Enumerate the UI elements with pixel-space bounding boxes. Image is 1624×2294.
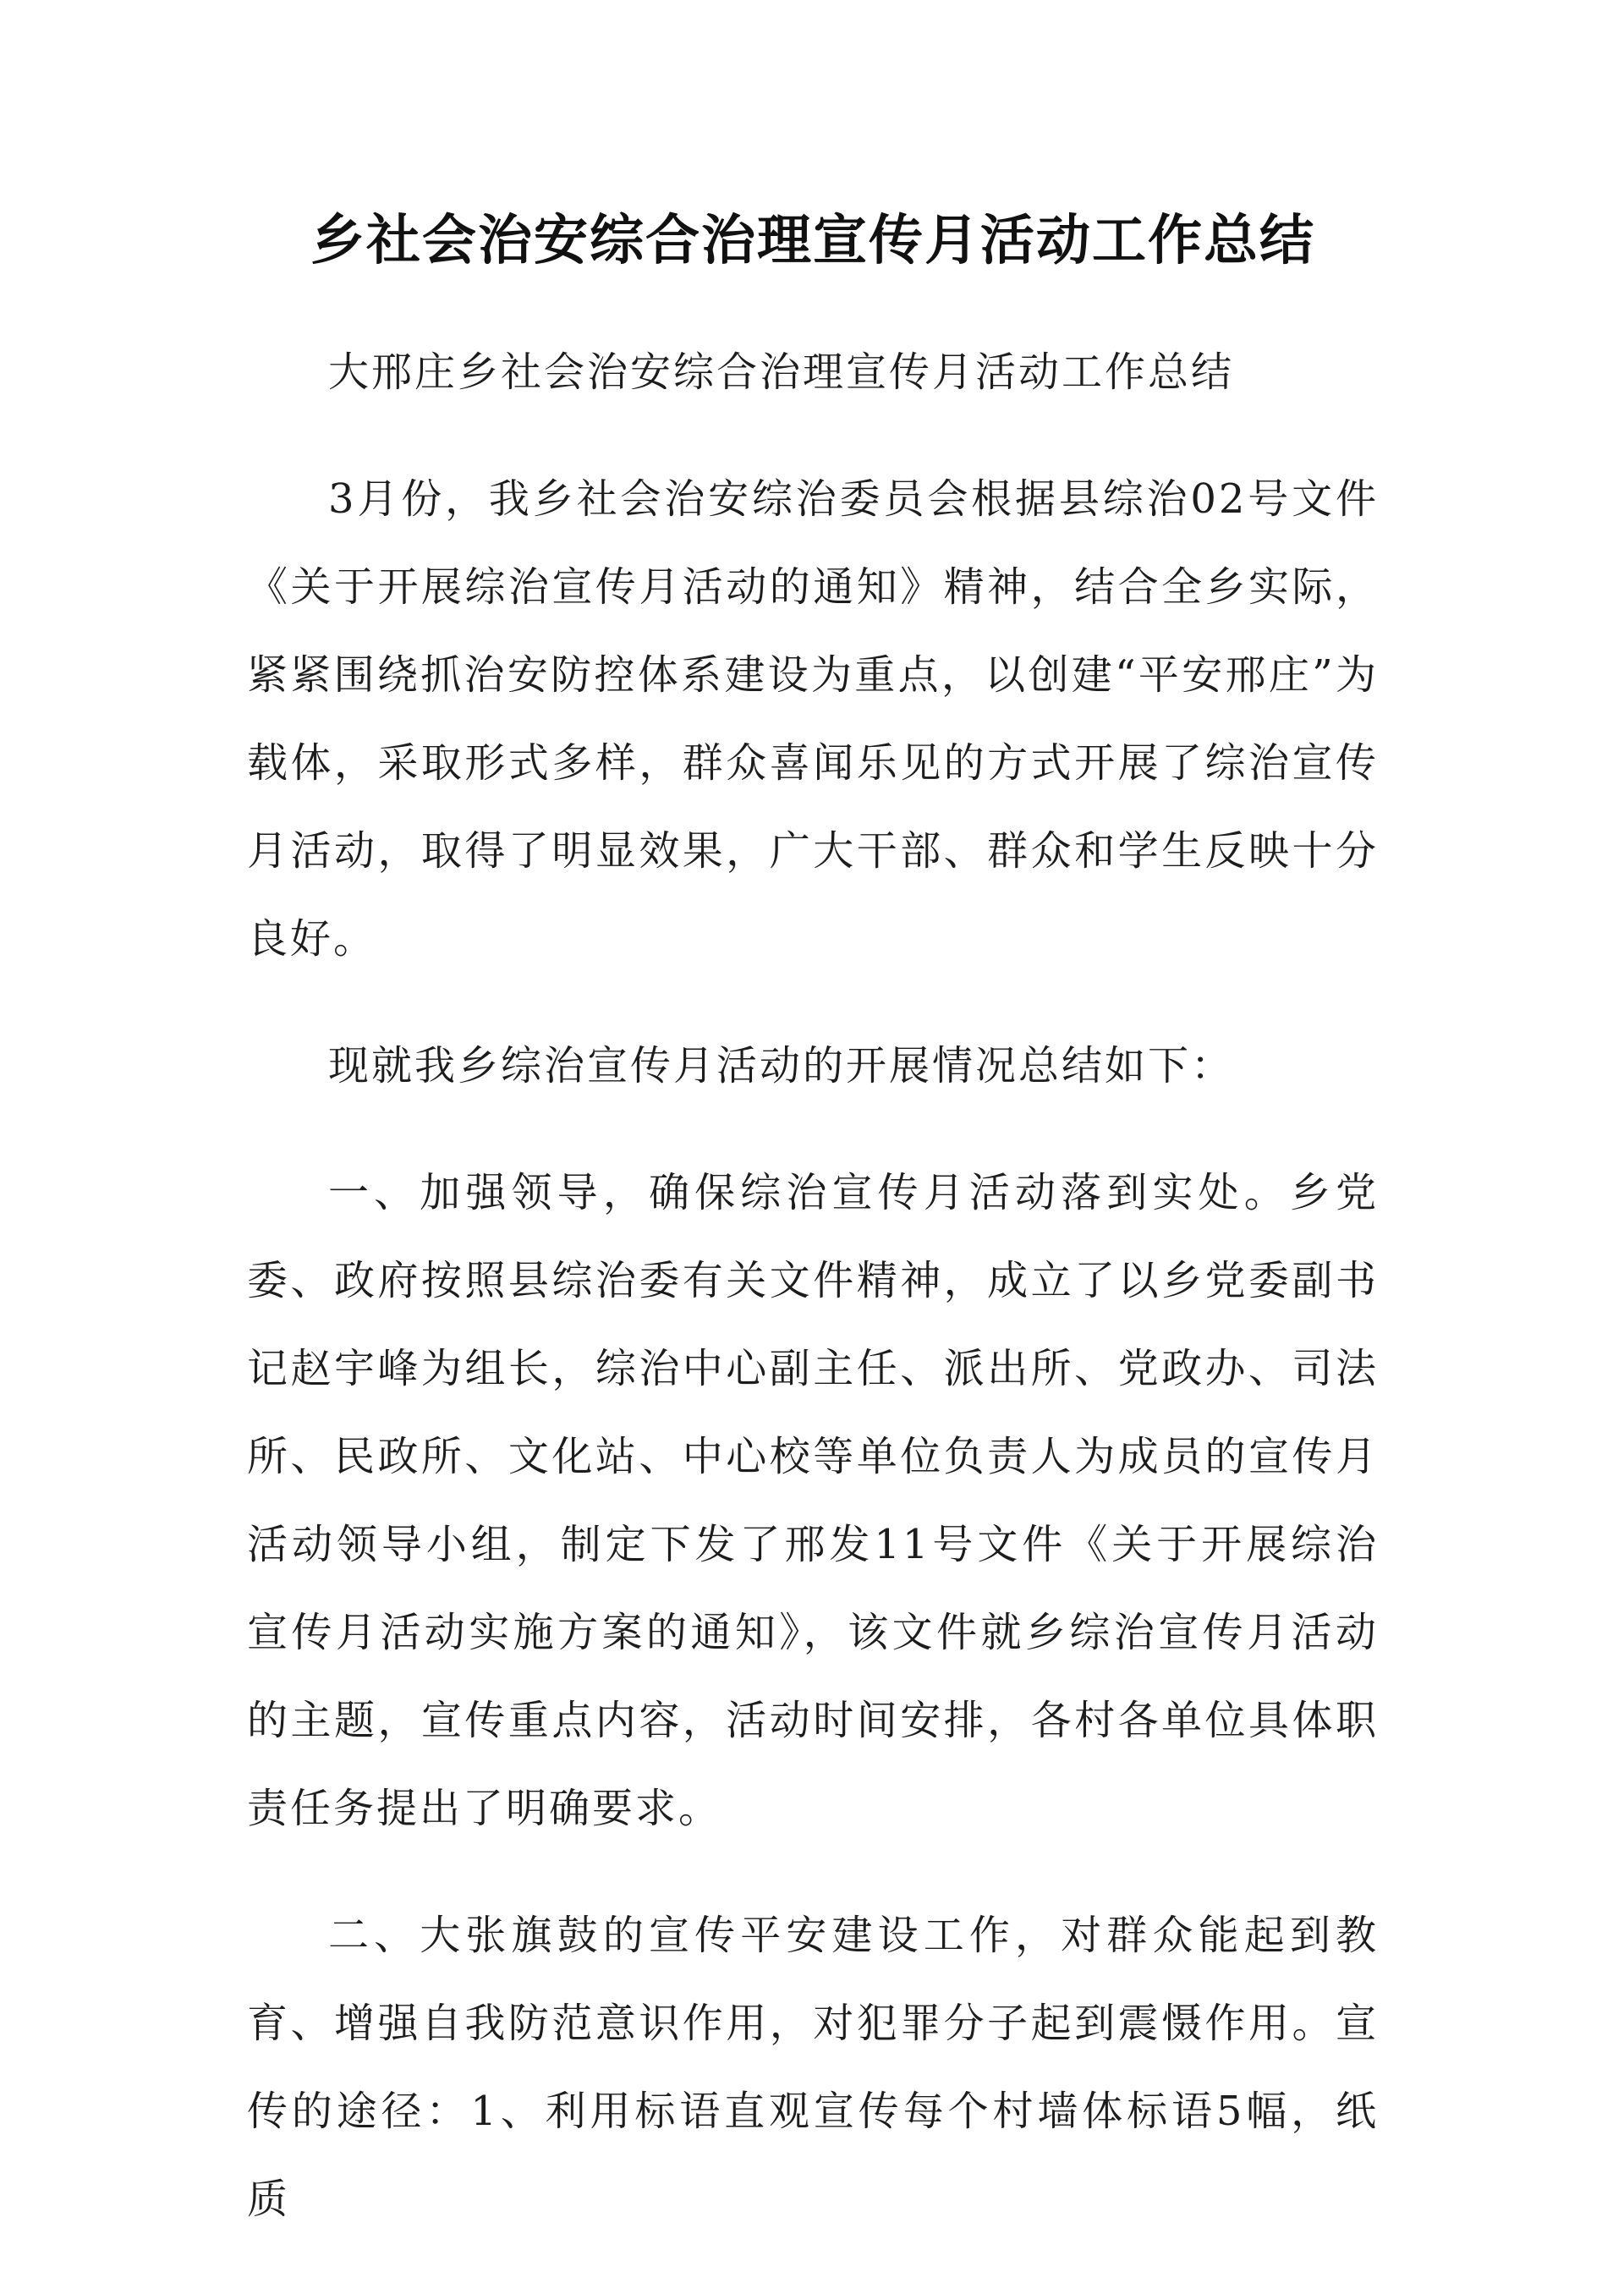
paragraph-section-one: 一、加强领导，确保综治宣传月活动落到实处。乡党委、政府按照县综治委有关文件精神，成立了以乡党委副书记赵宇峰为组长，综治中心副主任、派出所、党政办、司法所、民政所、文化站、中心校等单位负责人为成员的宣传月活动领导小组，制定下发了邢发11号文件《关于开展综治宣传月活动实施方案的通知》，该文件就乡综治宣传月活动的主题，宣传重点内容，活动时间安排，各村各单位具体职责任务提出了明确要求。 [247,1169,1379,1832]
paragraph-intro: 3月份，我乡社会治安综治委员会根据县综治02号文件《关于开展综治宣传月活动的通知》精神，结合全乡实际，紧紧围绕抓治安防控体系建设为重点，以创建“平安邢庄”为载体，采取形式多样，群众喜闻乐见的方式开展了综治宣传月活动，取得了明显效果，广大干部、群众和学生反映十分良好。 [247,475,1379,963]
paragraph-summary-lead: 现就我乡综治宣传月活动的开展情况总结如下： [328,1042,1235,1089]
paragraph-section-two: 二、大张旗鼓的宣传平安建设工作，对群众能起到教育、增强自我防范意识作用，对犯罪分子起到震慑作用。宣传的途径：1、利用标语直观宣传每个村墙体标语5幅，纸质 [247,1912,1379,2223]
document-title: 乡社会治安综合治理宣传月活动工作总结 [310,209,1315,272]
document-subtitle: 大邢庄乡社会治安综合治理宣传月活动工作总结 [328,348,1235,396]
